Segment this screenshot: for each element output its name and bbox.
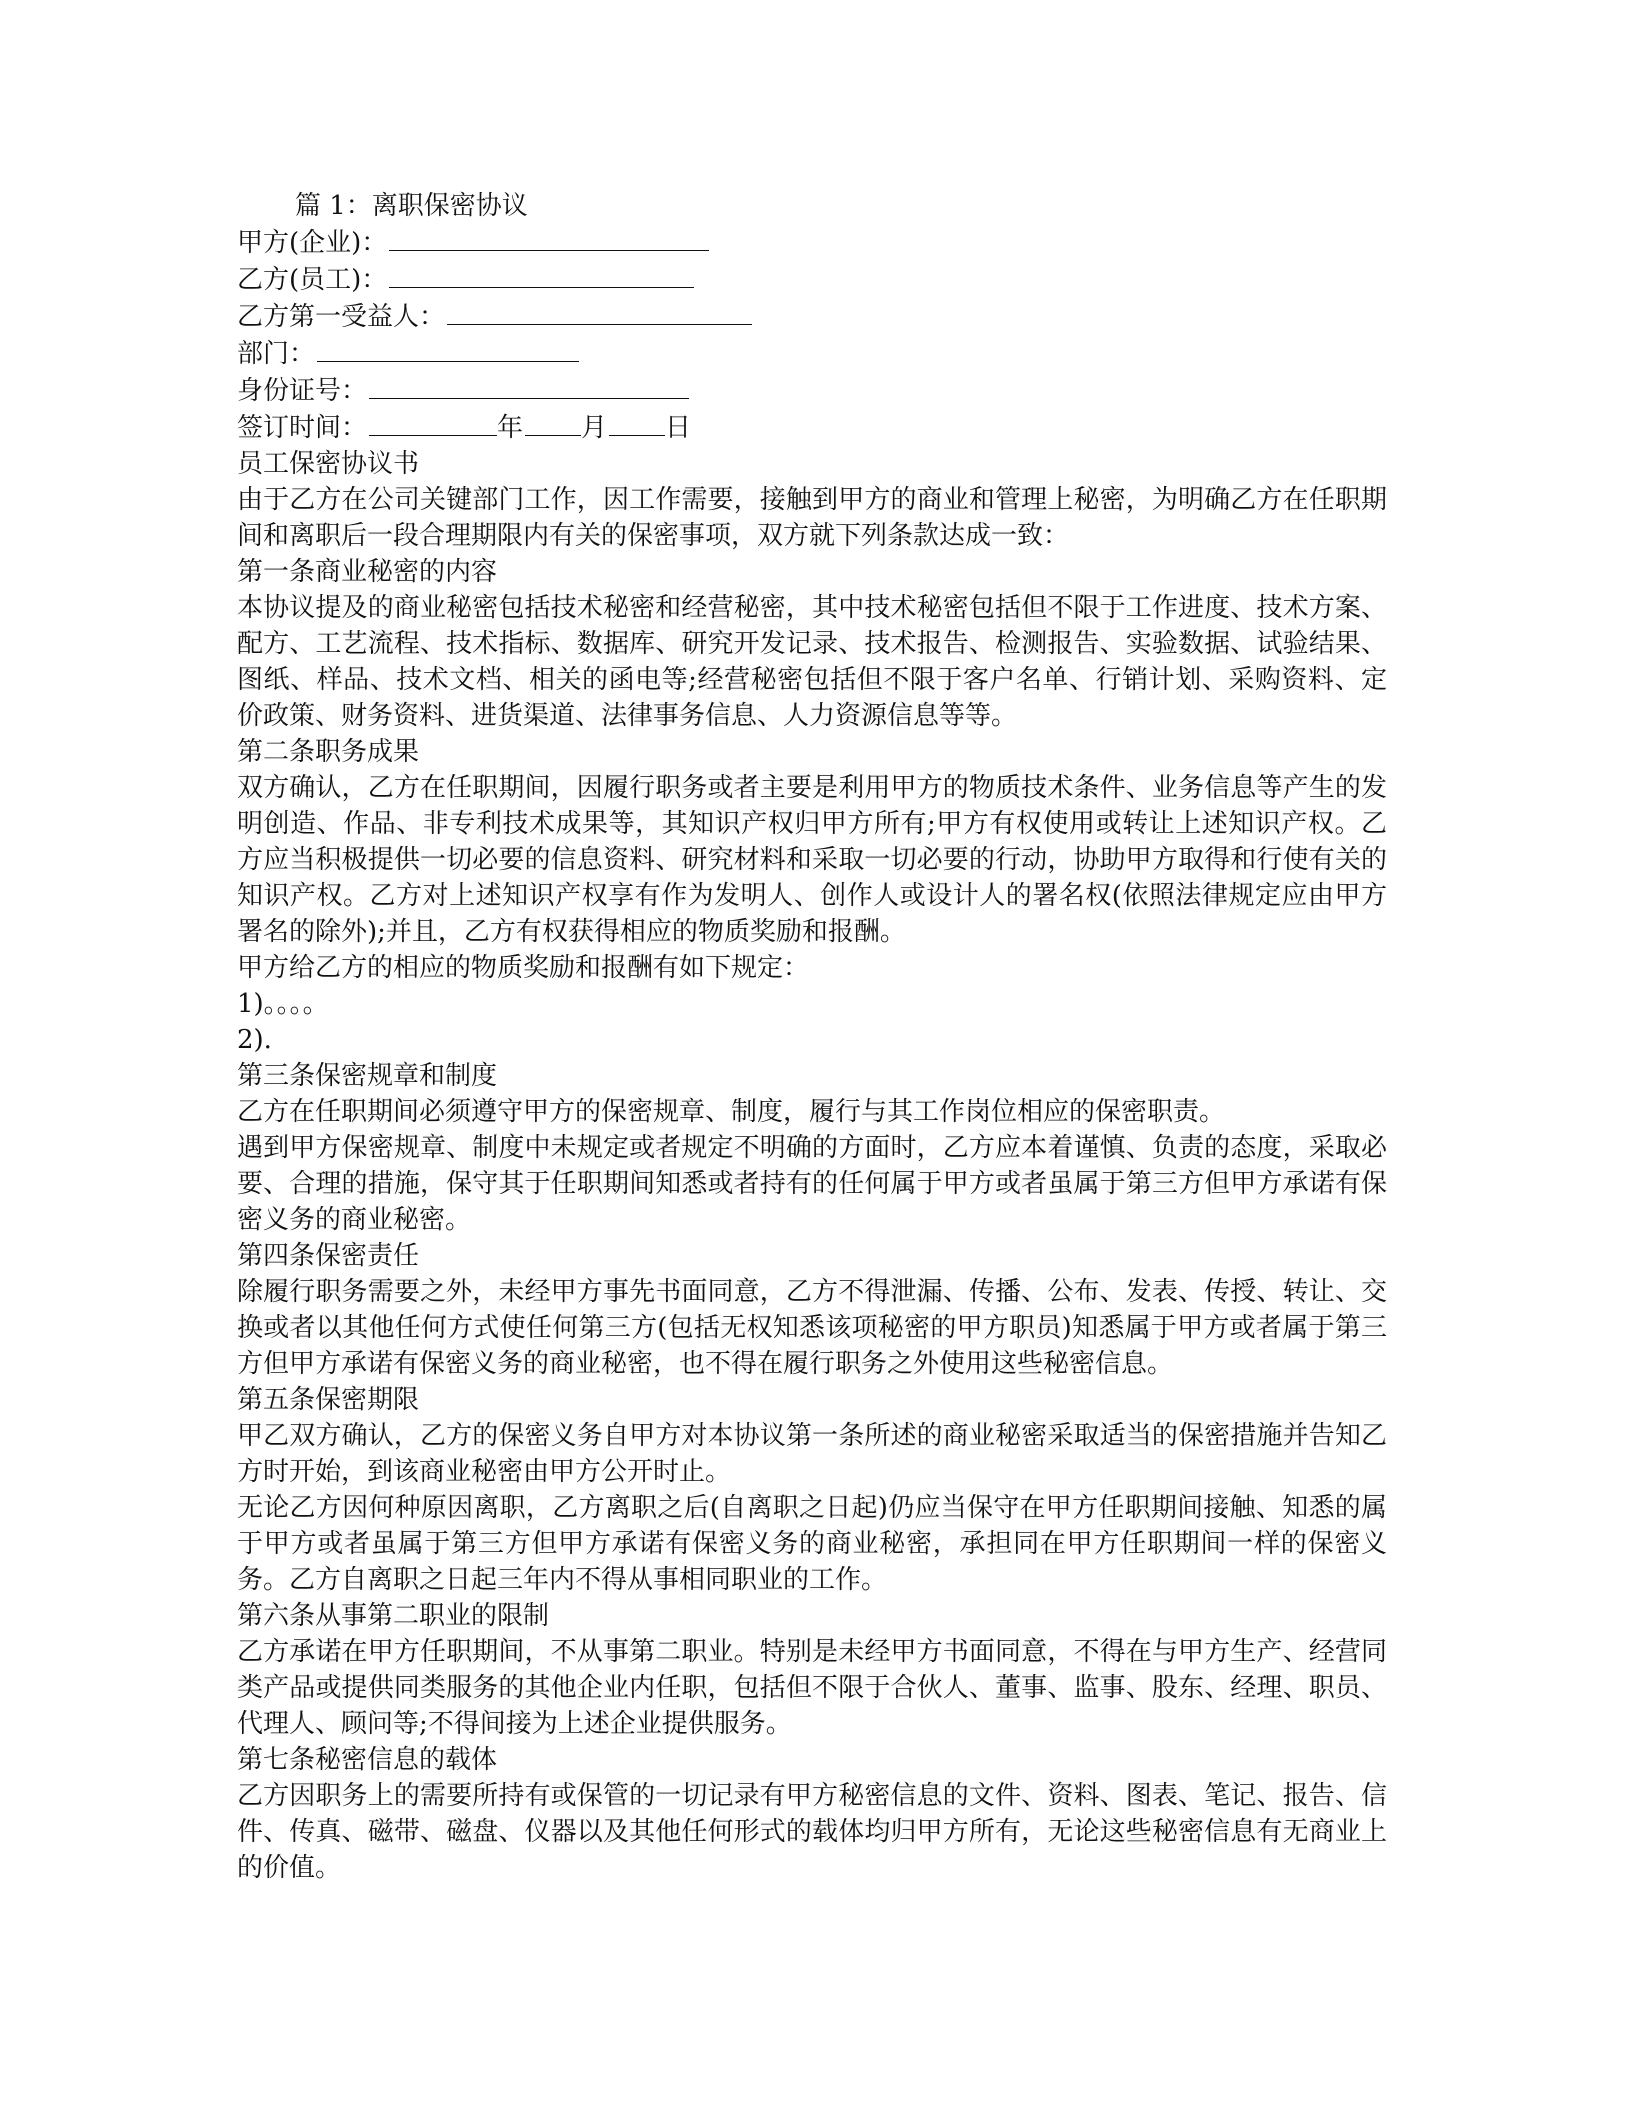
id-number-label: 身份证号： [237, 376, 368, 406]
party-a-blank [389, 224, 709, 251]
article-2-item-1: 1)。。。。 [237, 989, 329, 1019]
party-b-label: 乙方(员工)： [237, 265, 388, 295]
department-field [237, 335, 1387, 372]
department-blank [317, 335, 579, 362]
article-1-body: 本协议提及的商业秘密包括技术秘密和经营秘密，其中技术秘密包括但不限于工作进度、技术方案、配方、工艺流程、技术指标、数据库、研究开发记录、技术报告、检测报告、实验数据、试验结果、图纸、样品、技术文档、相关的函电等;经营秘密包括但不限于客户名单、行销计划、采购资料、定价政策、财务资料、进货渠道、法律事务信息、人力资源信息等等。 [237, 593, 1387, 731]
party-a-label: 甲方(企业)： [237, 228, 388, 258]
party-b-blank [389, 261, 694, 288]
article-5-body-2: 无论乙方因何种原因离职，乙方离职之后(自离职之日起)仍应当保守在甲方任职期间接触、知悉的属于甲方或者虽属于第三方但甲方承诺有保密义务的商业秘密，承担同在甲方任职期间一样的保密义务。乙方自离职之日起三年内不得从事相同职业的工作。 [237, 1493, 1387, 1595]
article-7-title: 第七条秘密信息的载体 [237, 1745, 498, 1775]
id-number-blank [369, 372, 689, 399]
article-4-body: 除履行职务需要之外，未经甲方事先书面同意，乙方不得泄漏、传播、公布、发表、传授、转让、交换或者以其他任何方式使任何第三方(包括无权知悉该项秘密的甲方职员)知悉属于甲方或者属于第三方但甲方承诺有保密义务的商业秘密，也不得在履行职务之外使用这些秘密信息。 [237, 1277, 1387, 1379]
document-title: 篇 1：离职保密协议 [295, 191, 528, 221]
party-a-field [237, 224, 1387, 261]
article-3-body-2: 遇到甲方保密规章、制度中未规定或者规定不明确的方面时，乙方应本着谨慎、负责的态度，采取必要、合理的措施，保守其于任职期间知悉或者持有的任何属于甲方或者虽属于第三方但甲方承诺有保密义务的商业秘密。 [237, 1133, 1387, 1235]
party-b-field [237, 261, 1387, 298]
month-label: 月 [581, 413, 608, 443]
article-6-body: 乙方承诺在甲方任职期间，不从事第二职业。特别是未经甲方书面同意，不得在与甲方生产、经营同类产品或提供同类服务的其他企业内任职，包括但不限于合伙人、董事、监事、股东、经理、职员、代理人、顾问等;不得间接为上述企业提供服务。 [237, 1637, 1387, 1739]
beneficiary-blank [447, 298, 752, 325]
beneficiary-label: 乙方第一受益人： [237, 302, 446, 332]
year-blank [369, 409, 497, 436]
article-7-body: 乙方因职务上的需要所持有或保管的一切记录有甲方秘密信息的文件、资料、图表、笔记、报告、信件、传真、磁带、磁盘、仪器以及其他任何形式的载体均归甲方所有，无论这些秘密信息有无商业上的价值。 [237, 1781, 1387, 1883]
article-3-body-1: 乙方在任职期间必须遵守甲方的保密规章、制度，履行与其工作岗位相应的保密职责。 [237, 1097, 1226, 1127]
article-2-title: 第二条职务成果 [237, 737, 420, 767]
subtitle: 员工保密协议书 [237, 449, 420, 479]
article-6-title: 第六条从事第二职业的限制 [237, 1601, 550, 1631]
article-2-item-2: 2). [237, 1025, 272, 1055]
day-blank [609, 409, 665, 436]
article-3-title: 第三条保密规章和制度 [237, 1061, 498, 1091]
article-1-title: 第一条商业秘密的内容 [237, 557, 498, 587]
document-page [237, 188, 1387, 1886]
id-number-field [237, 372, 1387, 409]
article-2-body: 双方确认，乙方在任职期间，因履行职务或者主要是利用甲方的物质技术条件、业务信息等产生的发明创造、作品、非专利技术成果等，其知识产权归甲方所有;甲方有权使用或转让上述知识产权。乙方应当积极提供一切必要的信息资料、研究材料和采取一切必要的行动，协助甲方取得和行使有关的知识产权。乙方对上述知识产权享有作为发明人、创作人或设计人的署名权(依照法律规定应由甲方署名的除外);并且，乙方有权获得相应的物质奖励和报酬。 [237, 773, 1387, 947]
article-5-body-1: 甲乙双方确认，乙方的保密义务自甲方对本协议第一条所述的商业秘密采取适当的保密措施并告知乙方时开始，到该商业秘密由甲方公开时止。 [237, 1421, 1387, 1487]
sign-date-label: 签订时间： [237, 413, 368, 443]
year-label: 年 [497, 413, 524, 443]
article-2-reward: 甲方给乙方的相应的物质奖励和报酬有如下规定： [237, 953, 810, 983]
department-label: 部门： [237, 339, 316, 369]
article-4-title: 第四条保密责任 [237, 1241, 420, 1271]
day-label: 日 [665, 413, 692, 443]
beneficiary-field [237, 298, 1387, 335]
sign-date-field [237, 409, 1387, 446]
article-5-title: 第五条保密期限 [237, 1385, 420, 1415]
month-blank [525, 409, 581, 436]
intro-paragraph: 由于乙方在公司关键部门工作，因工作需要，接触到甲方的商业和管理上秘密，为明确乙方在任职期间和离职后一段合理期限内有关的保密事项，双方就下列条款达成一致： [237, 485, 1387, 551]
